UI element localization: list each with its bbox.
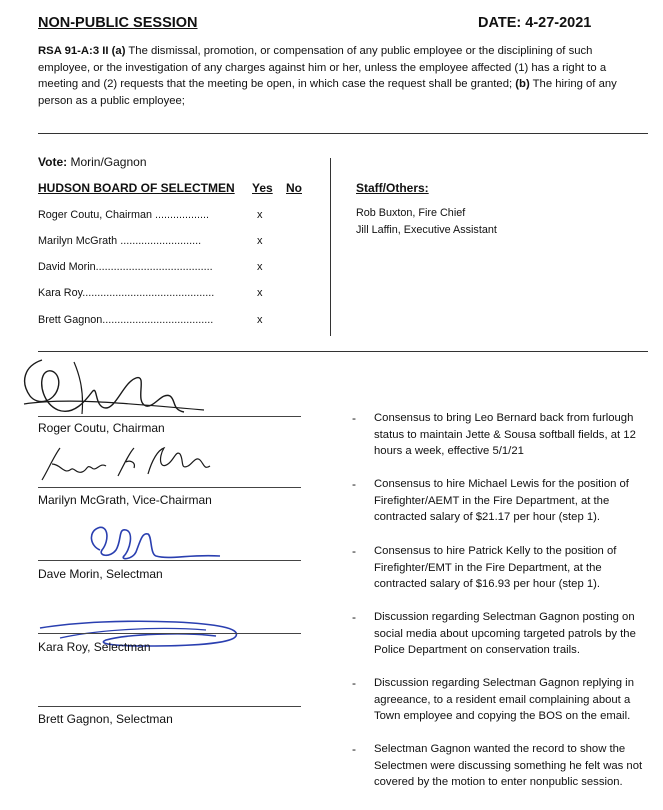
- signature-mcgrath: [34, 440, 224, 490]
- document-date: DATE: 4-27-2021: [478, 15, 592, 31]
- bullet-dash: -: [352, 742, 356, 756]
- signature-line: [38, 706, 301, 707]
- vote-value: Morin/Gagnon: [67, 155, 147, 169]
- bullet-dash: -: [352, 411, 356, 425]
- yes-column-header: Yes: [252, 181, 273, 195]
- signatory-name: Dave Morin, Selectman: [38, 567, 163, 581]
- staff-heading: Staff/Others:: [356, 181, 429, 195]
- discussion-item: Consensus to hire Michael Lewis for the position of Firefighter/AEMT in the Fire Department, at the contracted salary of $21.17 per hour (step 1).: [374, 478, 629, 524]
- bullet-dash: -: [352, 610, 356, 624]
- member-name: Kara Roy............................................: [38, 287, 215, 299]
- bullet-dash: -: [352, 544, 356, 558]
- discussion-item: Consensus to hire Patrick Kelly to the position of Firefighter/EMT in the Fire Department, at the contracted salary of $16.93 per hour (step 1).: [374, 545, 617, 591]
- member-name: Marilyn McGrath ...........................: [38, 235, 202, 247]
- signature-morin: [80, 520, 230, 565]
- column-divider: [330, 158, 331, 336]
- rsa-text-b: The hiring of any person as a public employee;: [38, 78, 617, 107]
- member-name: David Morin.......................................: [38, 261, 213, 273]
- signature-line: [38, 560, 301, 561]
- yes-vote-mark: x: [257, 235, 263, 247]
- signature-line: [38, 633, 301, 634]
- signatory-name: Kara Roy, Selectman: [38, 640, 151, 654]
- rsa-text-a: The dismissal, promotion, or compensation of any public employee or the disciplining of such employee, or the investigation of any charges against him or her, unless the employee affected (1) has a right to a meeting and (2) requests that the meeting be open, in which case the request shall be granted;: [38, 45, 607, 91]
- signatory-name: Marilyn McGrath, Vice-Chairman: [38, 493, 212, 507]
- yes-vote-mark: x: [257, 314, 263, 326]
- rsa-label-b: (b): [515, 78, 530, 91]
- member-name: Roger Coutu, Chairman ..................: [38, 209, 210, 221]
- no-column-header: No: [286, 181, 302, 195]
- signature-line: [38, 416, 301, 417]
- staff-person: Jill Laffin, Executive Assistant: [356, 224, 497, 236]
- signatory-name: Roger Coutu, Chairman: [38, 421, 165, 435]
- bullet-dash: -: [352, 676, 356, 690]
- member-name: Brett Gagnon.....................................: [38, 314, 214, 326]
- vote-line: [38, 155, 147, 169]
- board-heading: HUDSON BOARD OF SELECTMEN: [38, 181, 235, 195]
- yes-vote-mark: x: [257, 261, 263, 273]
- discussion-item: Discussion regarding Selectman Gagnon posting on social media about upcoming targeted patrols by the Police Department on conservation trails.: [374, 611, 636, 657]
- yes-vote-mark: x: [257, 287, 263, 299]
- signatory-name: Brett Gagnon, Selectman: [38, 712, 173, 726]
- signature-coutu: [14, 352, 214, 424]
- document-title: NON-PUBLIC SESSION: [38, 15, 198, 31]
- discussion-item: Consensus to bring Leo Bernard back from furlough status to maintain Jette & Sousa softball fields, at 12 hours a week, effective 5/1/21: [374, 412, 636, 458]
- yes-vote-mark: x: [257, 209, 263, 221]
- staff-person: Rob Buxton, Fire Chief: [356, 207, 466, 219]
- vote-label: Vote:: [38, 155, 68, 169]
- discussion-item: Discussion regarding Selectman Gagnon replying in agreeance, to a resident email complaining about a Town employee and copying the BOS on the email.: [374, 677, 634, 723]
- bullet-dash: -: [352, 477, 356, 491]
- signature-line: [38, 487, 301, 488]
- discussion-item: Selectman Gagnon wanted the record to show the Selectmen were discussing something he felt was not covered by the motion to enter nonpublic session.: [374, 743, 643, 789]
- section-divider-top: [38, 133, 648, 134]
- rsa-citation: [38, 43, 638, 109]
- rsa-label-a: RSA 91-A:3 II (a): [38, 45, 126, 57]
